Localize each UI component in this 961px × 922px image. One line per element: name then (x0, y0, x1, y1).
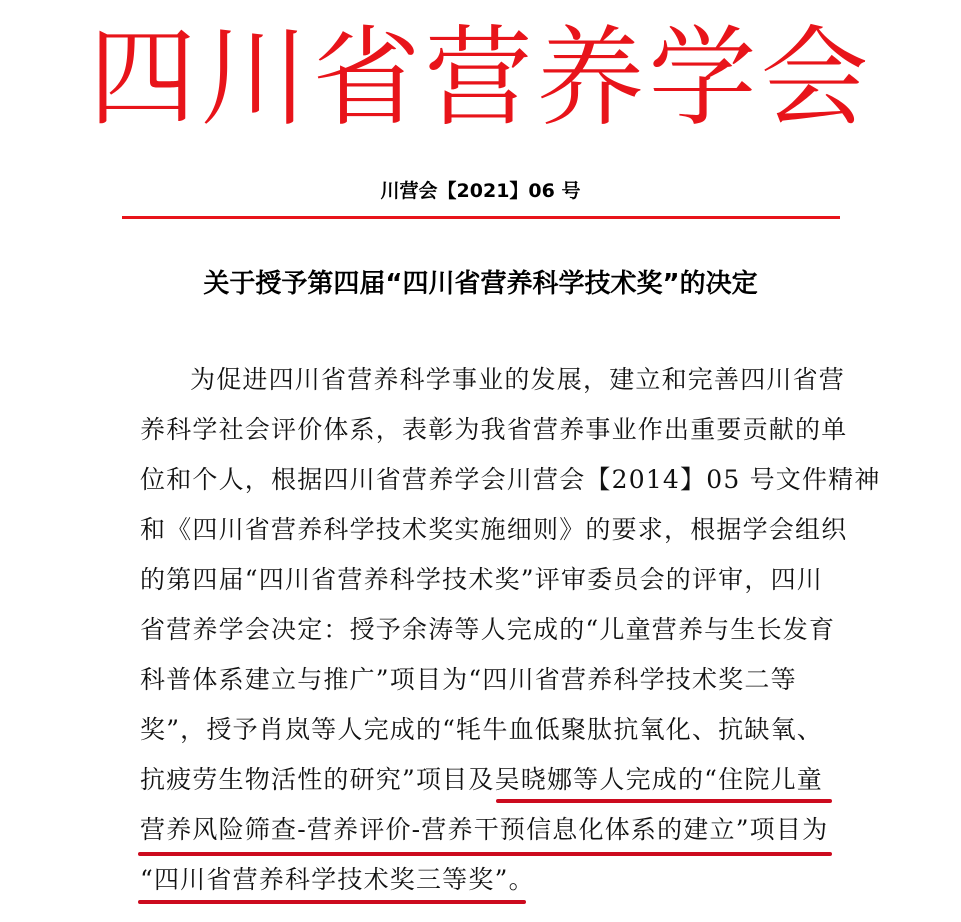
body-line: 为促进四川省营养科学事业的发展，建立和完善四川省营 (190, 365, 846, 394)
body-line: 省营养学会决定：授予余涛等人完成的“儿童营养与生长发育 (140, 615, 836, 644)
body-line: 和《四川省营养科学技术奖实施细则》的要求，根据学会组织 (140, 515, 848, 544)
highlight-underline (138, 900, 526, 904)
body-line: “四川省营养科学技术奖三等奖”。 (140, 865, 535, 894)
organization-letterhead: 四川省营养学会 (88, 16, 873, 141)
body-line: 科普体系建立与推广”项目为“四川省营养科学技术奖二等 (140, 665, 797, 694)
document-number: 川营会【2021】06 号 (380, 180, 581, 202)
body-line: 的第四届“四川省营养科学技术奖”评审委员会的评审，四川 (140, 565, 823, 594)
highlight-underline (138, 852, 832, 856)
document-title: 关于授予第四届“四川省营养科学技术奖”的决定 (203, 269, 758, 299)
body-line: 营养风险筛查-营养评价-营养干预信息化体系的建立”项目为 (140, 815, 829, 844)
body-line: 奖”，授予肖岚等人完成的“牦牛血低聚肽抗氧化、抗缺氧、 (140, 715, 823, 744)
letterhead-divider (122, 216, 840, 219)
body-line: 养科学社会评价体系，表彰为我省营养事业作出重要贡献的单 (140, 415, 848, 444)
highlight-underline (496, 799, 832, 803)
body-line: 位和个人，根据四川省营养学会川营会【2014】05 号文件精神 (140, 465, 881, 494)
body-line: 抗疲劳生物活性的研究”项目及吴晓娜等人完成的“住院儿童 (140, 765, 823, 794)
